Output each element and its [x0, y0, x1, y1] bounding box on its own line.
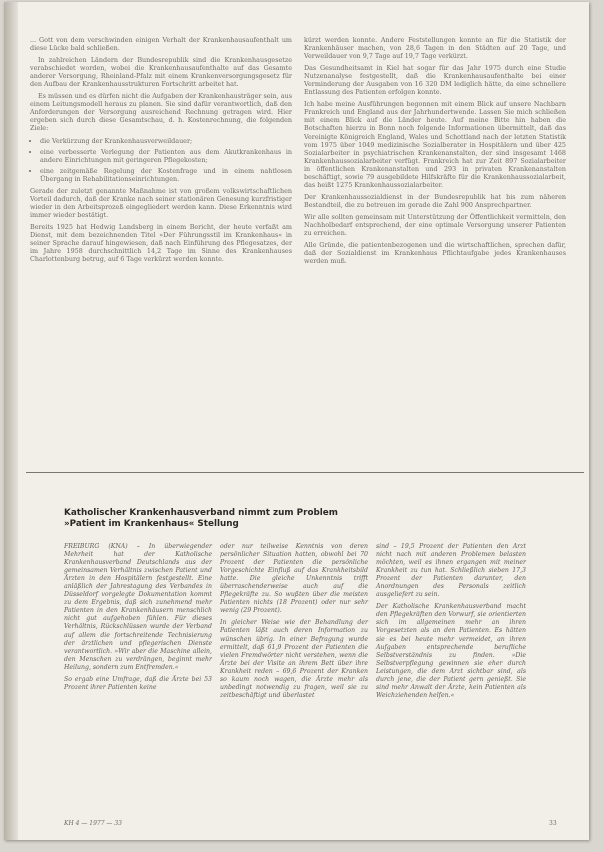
paragraph: Der Krankenhaussozialdienst in der Bundesrepublik hat bis zum näheren Bestandteil, die zu betreuen im gerade die Zahl 900 Ansprechpartner. [304, 192, 566, 209]
paragraph: Ich habe meine Ausführungen begonnen mit einem Blick auf unsere Nachbarn Frankreich und England aus der Jahrhundertwende. Lassen Sie mich schließen mit einem Blick auf die Länder heute. Auf meine Bitte hin haben die Botschaften hierzu in Bonn noch folgende Informationen übermittelt, daß das Vereinigte Königreich England, Wales und Schottland nach der letzten Statistik vom 1975 über 1049 medizinische Sozialberater in Hospitälern und über 425 Sozialarbeiter in psychiatrischen Krankenanstalten, der sind insgesamt 1468 Krankenhaussozialarbeiter verfügt. Frankreich hat zur Zeit 897 Sozialarbeiter in öffentlichen Krankenanstalten und 293 in privaten Krankenanstalten beschäftigt, sowie 79 ausgebildete Hilfskräfte für die Krankenhaussozialarbeit, das heißt 1275 Krankenhaussozialarbeiter. [304, 100, 566, 189]
paragraph: In zahlreichen Ländern der Bundesrepublik sind die Krankenhausgesetze verabschiedet worden, wobei die Krankenhausaufenthalte auf das Gesamte anderer Versorgung, Rheinland-Pfalz mit einem Krankenversorgungsgesetz für den Aufbau der Krankenhausstrukturen Fortschritt arbeitet hat. [30, 56, 292, 89]
top-right-column [304, 36, 566, 269]
paragraph: Das Gesundheitsamt in Kiel hat sogar für das Jahr 1975 durch eine Studie Nutzenanalyse festgestellt, daß die Krankenhausaufenthalte bei einer Verminderung der Ausgaben von 16 320 DM lediglich hätte, da eine schnellere Entlassung des Patienten erfolgen konnte. [304, 64, 566, 97]
paragraph: So ergab eine Umfrage, daß die Ärzte bei 53 Prozent ihrer Patienten keine [64, 675, 212, 691]
page-number: 33 [549, 820, 557, 827]
list-item: • die Verkürzung der Krankenhausverweildauer; [40, 137, 292, 145]
paragraph: FREIBURG (KNA) – In überwiegender Mehrheit hat der Katholische Krankenhausverband Deutschlands aus der gemeinsamen Verhältnis zwischen Patient und Ärzten in den Hospitälern festgestellt. Eine anläßlich der Jahrestagung des Verbandes in Düsseldorf vorgelegte Dokumentation kommt zu dem Ergebnis, daß sich zunehmend mehr Patienten in den Krankenhäusern menschlich nicht gut aufgehoben fühlen. Für dieses Verhältnis, Rückschlüssen wurde der Verband auf allem die fortschreitende Technisierung der ärztlichen und pflegerischen Dienste verantwortlich. »Wir aber die Maschine allein, den Menschen zu verdrängen, beginnt mehr Heilung, sondern zum Entfremden.« [64, 543, 212, 671]
section-divider [26, 472, 584, 473]
article-headline [64, 508, 504, 530]
top-left-column [30, 36, 292, 267]
paragraph: oder nur teilweise Kenntnis von deren persönlicher Situation hatten, obwohl bei 70 Prozent der Patienten die persönliche Vorgeschichte Einfluß auf das Krankheitsbild hatte. Die gleiche Unkenntnis trifft überraschenderweise auch auf die Pflegekräfte zu. So wußten über die meisten Patienten nichts (18 Prozent) oder nur sehr wenig (29 Prozent). [220, 543, 368, 615]
article-column-2 [220, 543, 368, 704]
paragraph: Es müssen und es dürfen nicht die Aufgaben der Krankenhausträger sein, aus einem Leitungsmodell heraus zu planen. Sie sind dafür verantwortlich, daß den Anforderungen der Versorgung ausreichend Rechnung getragen wird. Hier ergeben sich durch diese Gesamtschau, d. h. Kostenrechnung, die folgenden Ziele: [30, 92, 292, 133]
headline-line-1: Katholischer Krankenhausverband nimmt zum Problem [64, 508, 338, 518]
article-column-3 [376, 543, 526, 704]
paragraph: sind – 19,5 Prozent der Patienten den Arzt nicht nach mit anderen Problemen belasten möchten, weil es ihnen ergangen mit meiner Krankheit zu tun hat. Schließlich sieben 17,3 Prozent der Patienten darunter, den Anordnungen des Personals zeitlich ausgeliefert zu sein. [376, 543, 526, 599]
footer-issue-label: KH 4 — 1977 — 33 [64, 820, 122, 827]
document-page [4, 2, 589, 840]
paragraph: Wir alle sollten gemeinsam mit Unterstützung der Öffentlichkeit vermitteln, den Nachholbedarf entsprechend, der eine optimale Versorgung unserer Patienten zu erreichen. [304, 212, 566, 238]
paragraph: Gerade der zuletzt genannte Maßnahme ist von großem volkswirtschaftlichen Vorteil dadurch, daß der Kranke nach seiner stationären Genesung kurzfristiger wieder in den Arbeitsprozeß eingegliedert werden kann. Diese Erkenntnis wird immer wieder bestätigt. [30, 186, 292, 219]
paragraph: Bereits 1925 hat Hedwig Landsberg in einem Bericht, der heute verfaßt am Dienst, mit dem bezeichnenden Titel »Der Führungsstil im Krankenhaus« in seiner Sprache darauf hingewiesen, daß nach Einführung des Pflegesatzes, der im Jahre 1958 durchschnittlich 14,2 Tage im Sinne des Krankenhauses Charlottenburg betrug, auf 6 Tage verkürzt werden konnte. [30, 222, 292, 264]
bullet-list [30, 137, 292, 183]
page-binding-edge [4, 2, 18, 840]
headline-line-2: »Patient im Krankenhaus« Stellung [64, 519, 239, 529]
paragraph: ... Gott von dem verschwinden einigen Verhalt der Krankenhausaufenthalt um diese Lücke bald schließen. [30, 36, 292, 53]
article-column-1 [64, 543, 212, 696]
paragraph: Der Katholische Krankenhausverband macht den Pflegekräften den Vorwurf, sie orientierten sich im allgemeinen mehr an ihren Vorgesetzten als an den Patienten. Es hätten sie es bei heute mehr vermeidet, an ihren Aufgaben entsprechende berufliche Selbstverständnis zu finden. »Die Selbstverpflegung gewinnen sie eher durch Leistungen, die dem Arzt sichtbar sind, als durch jene, die der Patient gern genießt. Sie sind mehr Anwalt der Ärzte, kein Patienten als Weichziehenden helfen.« [376, 603, 526, 699]
list-item: • eine zeitgemäße Regelung der Kostenfrage und in einem nahtlosen Übergang in Rehabilitationseinrichtungen. [40, 167, 292, 183]
paragraph: In gleicher Weise wie der Behandlung der Patienten läßt auch deren Information zu wünschen übrig. In einer Befragung wurde ermittelt, daß 61,9 Prozent der Patienten die vielen Fremdwörter nicht verstehen, wenn die Ärzte bei der Visite an ihrem Bett über ihre Krankheit reden – 69,6 Prozent der Kranken so kaum noch wagen, die Ärzte mehr als unbedingt notwendig zu fragen, weil sie zu zeitbeschäftigt und überlastet [220, 619, 368, 699]
list-item: • eine verbesserte Verlegung der Patienten aus dem Akutkrankenhaus in andere Einrichtungen mit geringeren Pflegekosten; [40, 148, 292, 164]
paragraph: kürzt werden konnte. Andere Feststellungen konnte an für die Statistik der Krankenhäuser machen, von 28,6 Tagen in den Städten auf 20 Tage, und Verweildauer von 9,7 Tage auf 19,7 Tage verkürzt. [304, 36, 566, 61]
paragraph: Alle Gründe, die patientenbezogenen und die wirtschaftlichen, sprechen dafür, daß der Sozialdienst im Krankenhaus Pflichtaufgabe jedes Krankenhauses werden muß. [304, 241, 566, 266]
